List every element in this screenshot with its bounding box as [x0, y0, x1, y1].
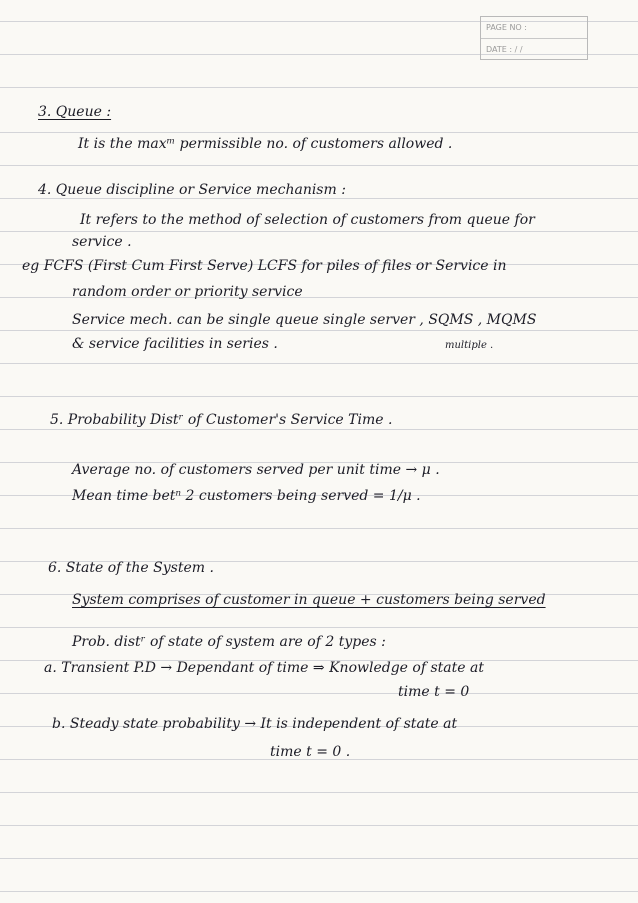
heading-service-time: 5. Probability Distʳ of Customer's Service Time .	[50, 412, 393, 428]
heading-state-of-system: 6. State of the System .	[48, 560, 214, 576]
text-line: time t = 0	[398, 684, 470, 700]
date-field: DATE : / /	[481, 38, 587, 59]
item-a-line: a. Transient P.D → Dependant of time ⇒ Knowledge of state at	[44, 660, 484, 676]
item-b-line: b. Steady state probability → It is independent of state at	[52, 716, 458, 732]
text-line: random order or priority service	[72, 284, 303, 300]
annotation-multiple: multiple .	[445, 340, 494, 351]
text-line: It refers to the method of selection of customers from queue for	[80, 212, 535, 228]
heading-queue: 3. Queue :	[38, 104, 112, 120]
text-line: service .	[72, 234, 132, 250]
text-line: System comprises of customer in queue + customers being served	[72, 592, 546, 608]
text-line: It is the maxᵐ permissible no. of customers allowed .	[78, 136, 453, 152]
text-line: Mean time betⁿ 2 customers being served = 1/μ .	[72, 488, 421, 504]
text-line: Average no. of customers served per unit time → μ .	[72, 462, 440, 478]
page-header-box	[480, 16, 588, 60]
example-line: eg FCFS (First Cum First Serve) LCFS for piles of files or Service in	[22, 258, 507, 274]
text-line: Prob. distʳ of state of system are of 2 types :	[72, 634, 386, 650]
page-no-field: PAGE NO :	[486, 23, 527, 32]
text-line: Service mech. can be single queue single server , SQMS , MQMS	[72, 312, 537, 328]
text-line: & service facilities in series .	[72, 336, 278, 352]
heading-queue-discipline: 4. Queue discipline or Service mechanism :	[38, 182, 346, 198]
text-line: time t = 0 .	[270, 744, 351, 760]
